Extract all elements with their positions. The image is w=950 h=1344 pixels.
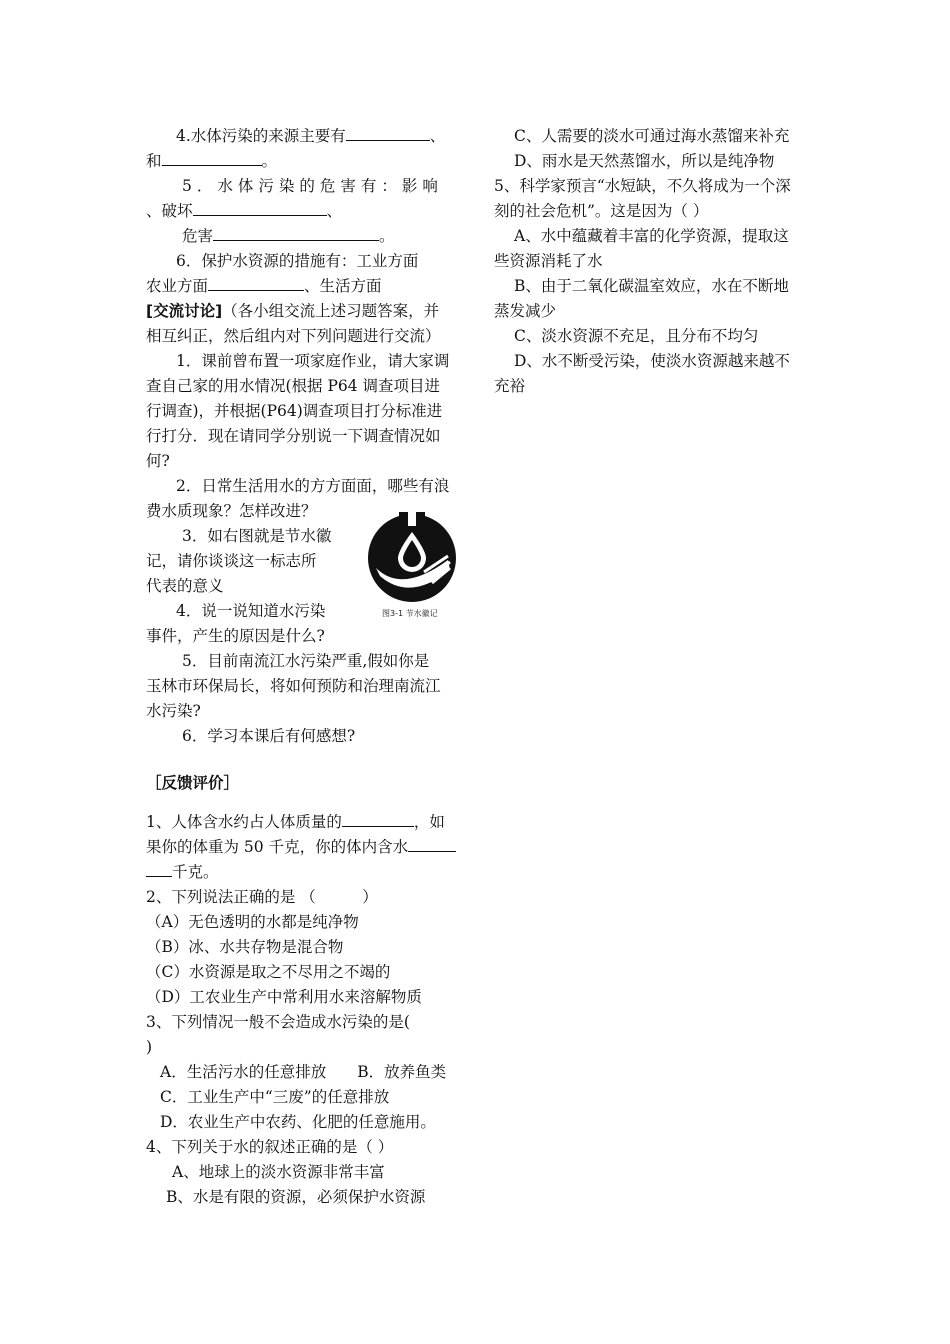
question-6: 6．保护水资源的措施有：工业方面 [176,252,419,270]
question-5: 5．水体污染的危害有：影响 [182,177,443,195]
discussion-item-1-line: 何? [146,452,170,470]
question-5-cont: 、破坏 、 [146,202,343,220]
feedback-q1-cont: 果你的体重为 50 千克，你的体内含水 [146,835,464,860]
discussion-item-4: 4．说一说知道水污染 [176,602,326,620]
question-4: 4.水体污染的来源主要有 、 [176,127,446,145]
discussion-item-2: 2．日常生活用水的方方面面，哪些有浪 [176,477,450,495]
feedback-q2: 2、下列说法正确的是 （ ） [146,888,378,906]
logo-caption: 图3-1 节水徽记 [382,609,438,618]
option-a-cont: 些资源消耗了水 [494,252,603,270]
discussion-item-3: 3．如右图就是节水徽 [182,527,332,545]
feedback-q1-cont2: 千克。 [146,860,464,885]
discussion-item-5-line: 玉林市环保局长，将如何预防和治理南流江 [146,677,441,695]
option-a: A、水中蕴藏着丰富的化学资源，提取这 [514,227,789,245]
answer-blank[interactable] [346,125,430,141]
option-d: （D）工农业生产中常利用水来溶解物质 [146,988,422,1006]
discussion-item-3-line: 记，请你谈谈这一标志所 [146,552,317,570]
option-c: C．工业生产中“三废”的任意排放 [160,1088,390,1106]
answer-blank[interactable] [146,861,172,877]
discussion-item-4-line: 事件，产生的原因是什么? [146,627,325,645]
option-c: C、淡水资源不充足，且分布不均匀 [514,327,759,345]
option-a-b: A．生活污水的任意排放 B．放养鱼类 [160,1063,447,1081]
feedback-q3: 3、下列情况一般不会造成水污染的是( [146,1013,410,1031]
option-c: （C）水资源是取之不尽用之不竭的 [146,963,391,981]
discussion-item-1-line: 行调查)，并根据(P64)调查项目打分标准进 [146,402,443,420]
option-b-cont: 蒸发减少 [494,302,557,320]
discussion-item-1-line: 行打分．现在请同学分别说一下调查情况如 [146,427,441,445]
option-b: （B）冰、水共存物是混合物 [146,938,344,956]
right-column [494,124,812,399]
discussion-item-1: 1．课前曾布置一项家庭作业，请大家调 [176,352,450,370]
discussion-intro: 相互纠正，然后组内对下列问题进行交流） [146,327,441,345]
answer-blank[interactable] [408,836,456,852]
answer-blank[interactable] [208,275,304,291]
feedback-q1: 1、人体含水约占人体质量的 ，如 [146,813,445,831]
discussion-item-1-line: 查自己家的用水情况(根据 P64 调查项目进 [146,377,441,395]
answer-blank[interactable] [213,225,379,241]
discussion-item-6: 6．学习本课后有何感想? [182,727,356,745]
discussion-item-3-line: 代表的意义 [146,577,224,595]
option-d: D．农业生产中农药、化肥的任意施用。 [160,1113,436,1131]
discussion-item-5: 5．目前南流江水污染严重,假如你是 [182,652,430,670]
option-a: （A）无色透明的水都是纯净物 [146,913,359,931]
feedback-q5-cont: 刻的社会危机”。这是因为（ ） [494,202,709,220]
feedback-q3-cont: ) [146,1038,153,1056]
water-saving-logo-icon [362,510,462,604]
option-b: B、水是有限的资源，必须保护水资源 [166,1188,426,1206]
question-4-cont: 和 。 [146,152,278,170]
feedback-q4: 4、下列关于水的叙述正确的是（ ） [146,1138,394,1156]
option-d-cont: 充裕 [494,377,526,395]
feedback-q5: 5、科学家预言“水短缺，不久将成为一个深 [494,177,791,195]
discussion-item-2-line: 费水质现象？怎样改进？ [146,502,317,520]
discussion-heading-line: [交流讨论]（各小组交流上述习题答案，并 [146,302,440,320]
question-6-cont: 农业方面 、生活方面 [146,277,382,295]
water-saving-emblem [362,510,466,619]
answer-blank[interactable] [342,811,414,827]
option-a: A、地球上的淡水资源非常丰富 [172,1163,385,1181]
answer-blank[interactable] [193,200,327,216]
answer-blank[interactable] [162,150,262,166]
discussion-heading: [交流讨论] [146,302,223,320]
option-d: D、水不断受污染，使淡水资源越来越不 [514,352,790,370]
option-c: C、人需要的淡水可通过海水蒸馏来补充 [514,127,790,145]
left-column [146,124,464,1210]
question-5-cont2: 危害 。 [182,227,395,245]
option-b: B、由于二氧化碳温室效应，水在不断地 [514,277,789,295]
option-d: D、雨水是天然蒸馏水，所以是纯净物 [514,152,775,170]
discussion-item-5-line: 水污染? [146,702,201,720]
feedback-heading: ［反馈评价］ [146,774,240,792]
